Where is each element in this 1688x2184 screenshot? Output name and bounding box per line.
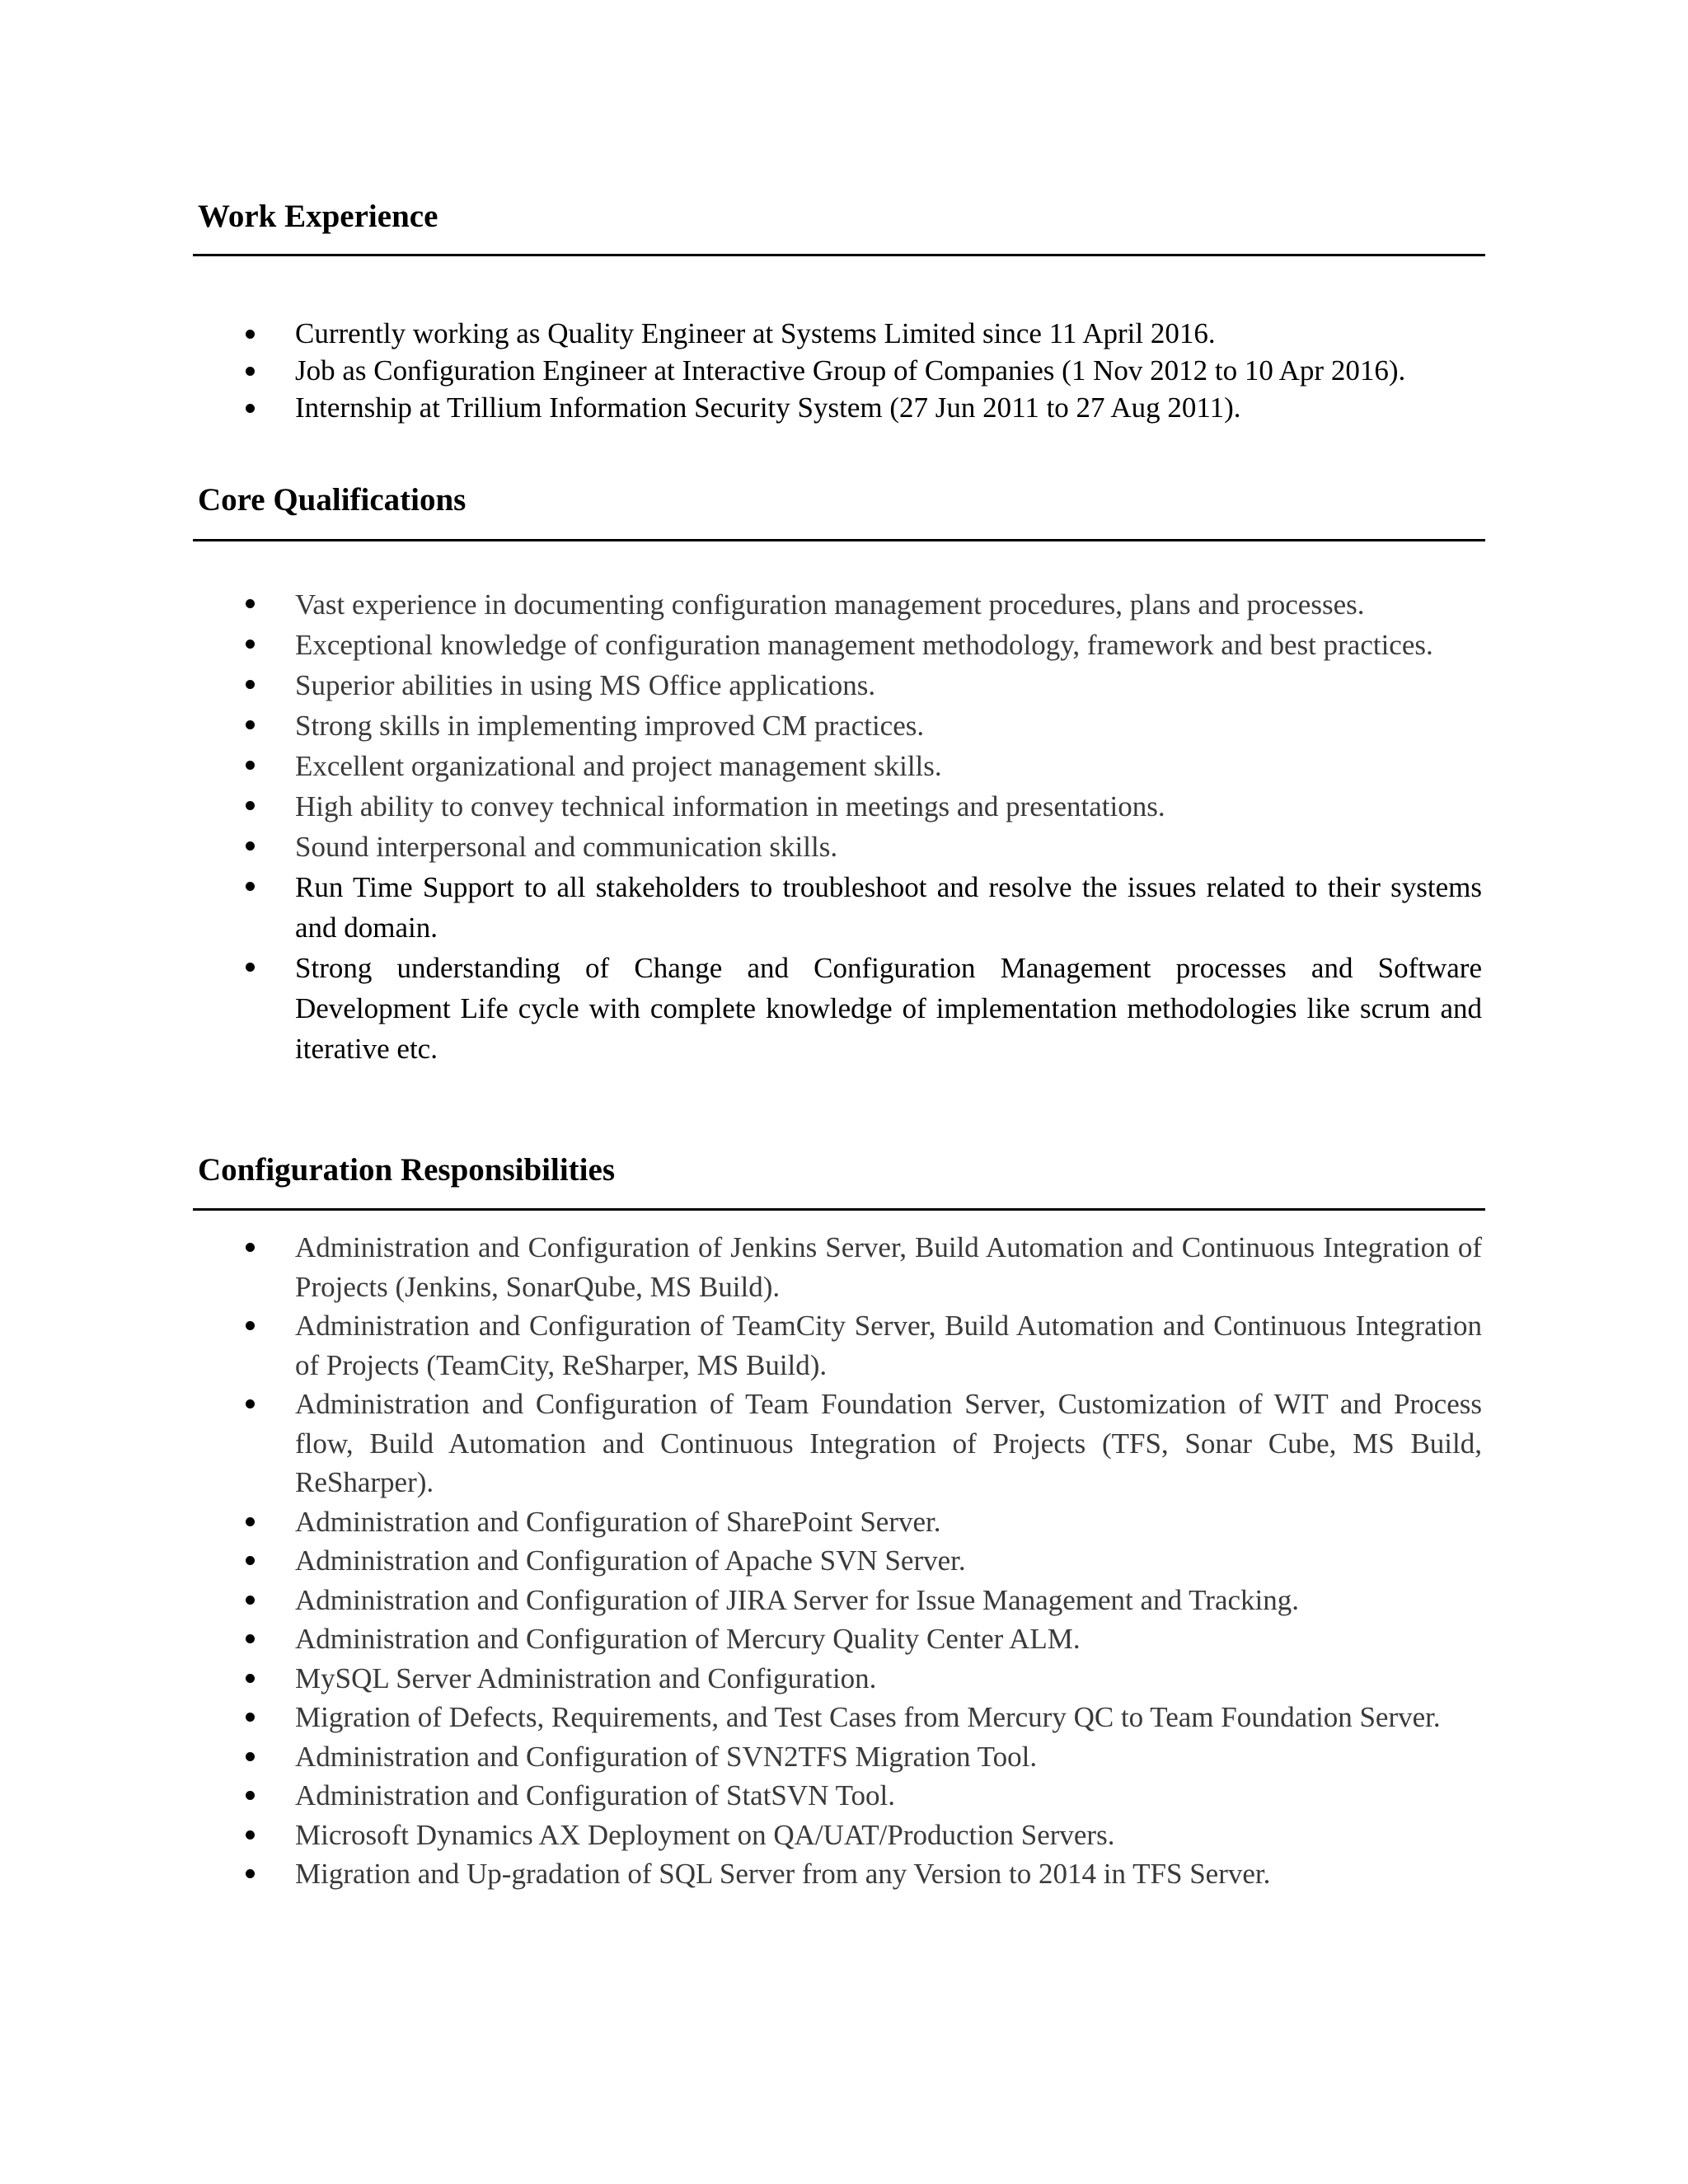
bullet-icon: [246, 1399, 255, 1408]
list-item: Migration and Up-gradation of SQL Server from any Version to 2014 in TFS Server.: [0, 1854, 1482, 1894]
list-item: Migration of Defects, Requirements, and Test Cases from Mercury QC to Team Foundation Server.: [0, 1698, 1482, 1737]
work-experience-divider: [193, 254, 1485, 256]
list-item: High ability to convey technical information in meetings and presentations.: [0, 786, 1482, 827]
list-item: Strong skills in implementing improved CM practices.: [0, 705, 1482, 746]
configuration-responsibilities-list: [0, 1228, 1688, 1894]
core-qualifications-list: [0, 584, 1688, 1069]
bullet-icon: [246, 1243, 255, 1252]
list-item: Administration and Configuration of Apache SVN Server.: [0, 1541, 1482, 1581]
bullet-icon: [246, 404, 255, 413]
list-item: Superior abilities in using MS Office applications.: [0, 665, 1482, 705]
bullet-icon: [246, 367, 255, 376]
core-qualifications-divider: [193, 539, 1485, 541]
bullet-icon: [246, 680, 255, 689]
list-item: Currently working as Quality Engineer at Systems Limited since 11 April 2016.: [0, 315, 1482, 352]
bullet-icon: [246, 720, 255, 729]
list-item: Microsoft Dynamics AX Deployment on QA/UAT/Production Servers.: [0, 1816, 1482, 1855]
bullet-icon: [246, 761, 255, 770]
list-item: Strong understanding of Change and Configuration Management processes and Software Development Life cycle with complete knowledge of implementation methodologies like scrum and iterative etc.: [0, 948, 1482, 1069]
configuration-responsibilities-divider: [193, 1208, 1485, 1211]
list-item: MySQL Server Administration and Configuration.: [0, 1659, 1482, 1699]
list-item: Run Time Support to all stakeholders to troubleshoot and resolve the issues related to their systems and domain.: [0, 867, 1482, 948]
list-item: Exceptional knowledge of configuration management methodology, framework and best practices.: [0, 625, 1482, 665]
core-qualifications-heading: Core Qualifications: [198, 482, 467, 518]
list-item: Administration and Configuration of SVN2TFS Migration Tool.: [0, 1737, 1482, 1777]
bullet-icon: [246, 1321, 255, 1330]
work-experience-heading: Work Experience: [198, 199, 438, 234]
list-item: Job as Configuration Engineer at Interactive Group of Companies (1 Nov 2012 to 10 Apr 2016).: [0, 352, 1482, 389]
bullet-icon: [246, 640, 255, 649]
list-item: Administration and Configuration of StatSVN Tool.: [0, 1776, 1482, 1816]
bullet-icon: [246, 963, 255, 972]
list-item: Administration and Configuration of SharePoint Server.: [0, 1502, 1482, 1542]
list-item: Administration and Configuration of Team Foundation Server, Customization of WIT and Process flow, Build Automation and Continuous Integration of Projects (TFS, Sonar Cube, MS Build, ReSharper).: [0, 1385, 1482, 1502]
list-item: Excellent organizational and project management skills.: [0, 746, 1482, 786]
bullet-icon: [246, 1830, 255, 1840]
list-item: Sound interpersonal and communication skills.: [0, 827, 1482, 867]
bullet-icon: [246, 1752, 255, 1761]
bullet-icon: [246, 1556, 255, 1565]
bullet-icon: [246, 330, 255, 339]
bullet-icon: [246, 801, 255, 810]
bullet-icon: [246, 1869, 255, 1878]
list-item: Administration and Configuration of Mercury Quality Center ALM.: [0, 1619, 1482, 1659]
work-experience-list: [0, 315, 1688, 426]
bullet-icon: [246, 1674, 255, 1683]
bullet-icon: [246, 1791, 255, 1800]
bullet-icon: [246, 1634, 255, 1643]
bullet-icon: [246, 1713, 255, 1722]
bullet-icon: [246, 599, 255, 608]
configuration-responsibilities-heading: Configuration Responsibilities: [198, 1152, 615, 1188]
bullet-icon: [246, 1517, 255, 1526]
bullet-icon: [246, 882, 255, 891]
bullet-icon: [246, 841, 255, 851]
list-item: Administration and Configuration of Jenkins Server, Build Automation and Continuous Integration of Projects (Jenkins, SonarQube, MS Build).: [0, 1228, 1482, 1306]
list-item: Administration and Configuration of JIRA Server for Issue Management and Tracking.: [0, 1581, 1482, 1620]
list-item: Administration and Configuration of TeamCity Server, Build Automation and Continuous Integration of Projects (TeamCity, ReSharper, MS Build).: [0, 1306, 1482, 1385]
bullet-icon: [246, 1596, 255, 1605]
list-item: Internship at Trillium Information Security System (27 Jun 2011 to 27 Aug 2011).: [0, 389, 1482, 426]
list-item: Vast experience in documenting configuration management procedures, plans and processes.: [0, 584, 1482, 625]
